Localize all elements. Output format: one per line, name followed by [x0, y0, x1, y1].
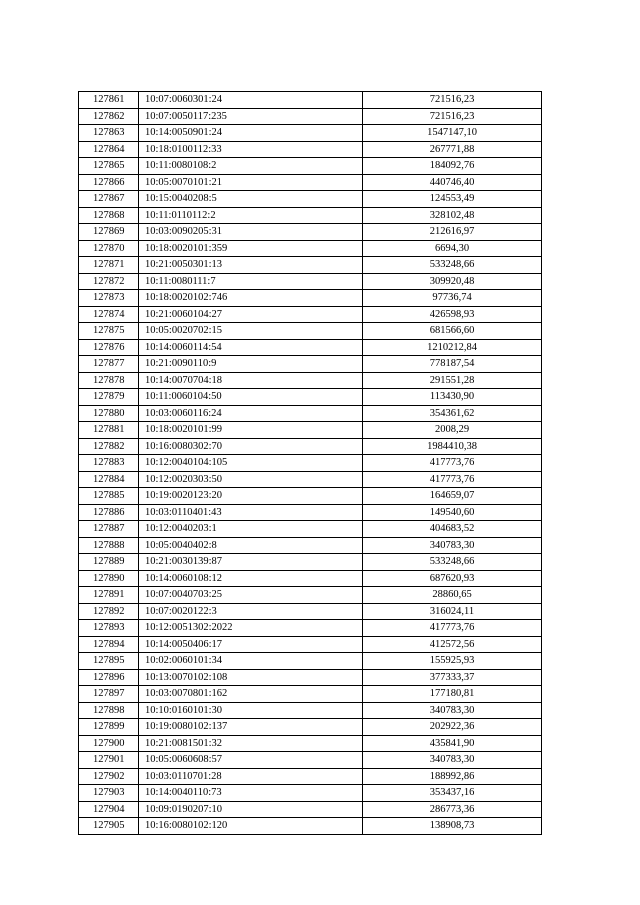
cadastral-number-cell: 10:14:0040110:73	[139, 785, 363, 802]
row-id-cell: 127876	[79, 339, 139, 356]
row-id-cell: 127882	[79, 438, 139, 455]
amount-cell: 340783,30	[363, 537, 542, 554]
table-row	[79, 719, 542, 736]
row-id-cell: 127887	[79, 521, 139, 538]
row-id-cell: 127901	[79, 752, 139, 769]
cadastral-number-cell: 10:15:0040208:5	[139, 191, 363, 208]
cadastral-number-cell: 10:14:0050901:24	[139, 125, 363, 142]
table-row	[79, 422, 542, 439]
amount-cell: 138908,73	[363, 818, 542, 835]
table-row	[79, 587, 542, 604]
cadastral-number-cell: 10:21:0060104:27	[139, 306, 363, 323]
row-id-cell: 127862	[79, 108, 139, 125]
table-row	[79, 240, 542, 257]
cadastral-number-cell: 10:21:0081501:32	[139, 735, 363, 752]
cadastral-number-cell: 10:19:0020123:20	[139, 488, 363, 505]
cadastral-number-cell: 10:12:0040104:105	[139, 455, 363, 472]
cadastral-number-cell: 10:11:0080111:7	[139, 273, 363, 290]
cadastral-number-cell: 10:12:0020303:50	[139, 471, 363, 488]
cadastral-number-cell: 10:21:0090110:9	[139, 356, 363, 373]
table-row	[79, 141, 542, 158]
row-id-cell: 127895	[79, 653, 139, 670]
table-row	[79, 504, 542, 521]
row-id-cell: 127871	[79, 257, 139, 274]
cadastral-number-cell: 10:07:0060301:24	[139, 92, 363, 109]
amount-cell: 412572,56	[363, 636, 542, 653]
row-id-cell: 127891	[79, 587, 139, 604]
amount-cell: 440746,40	[363, 174, 542, 191]
row-id-cell: 127872	[79, 273, 139, 290]
row-id-cell: 127867	[79, 191, 139, 208]
table-row	[79, 554, 542, 571]
cadastral-number-cell: 10:05:0020702:15	[139, 323, 363, 340]
table-row	[79, 92, 542, 109]
amount-cell: 184092,76	[363, 158, 542, 175]
table-row	[79, 174, 542, 191]
amount-cell: 1547147,10	[363, 125, 542, 142]
table-row	[79, 653, 542, 670]
table-row	[79, 158, 542, 175]
cadastral-number-cell: 10:09:0190207:10	[139, 801, 363, 818]
row-id-cell: 127904	[79, 801, 139, 818]
table-row	[79, 702, 542, 719]
cadastral-number-cell: 10:14:0060114:54	[139, 339, 363, 356]
row-id-cell: 127870	[79, 240, 139, 257]
amount-cell: 354361,62	[363, 405, 542, 422]
table-row	[79, 768, 542, 785]
amount-cell: 316024,11	[363, 603, 542, 620]
amount-cell: 6694,30	[363, 240, 542, 257]
amount-cell: 2008,29	[363, 422, 542, 439]
table-row	[79, 818, 542, 835]
table-row	[79, 191, 542, 208]
cadastral-number-cell: 10:05:0070101:21	[139, 174, 363, 191]
table-row	[79, 323, 542, 340]
cadastral-number-cell: 10:03:0090205:31	[139, 224, 363, 241]
amount-cell: 721516,23	[363, 92, 542, 109]
row-id-cell: 127893	[79, 620, 139, 637]
amount-cell: 417773,76	[363, 455, 542, 472]
amount-cell: 426598,93	[363, 306, 542, 323]
cadastral-number-cell: 10:12:0051302:2022	[139, 620, 363, 637]
amount-cell: 681566,60	[363, 323, 542, 340]
amount-cell: 113430,90	[363, 389, 542, 406]
amount-cell: 340783,30	[363, 702, 542, 719]
table-row	[79, 438, 542, 455]
row-id-cell: 127866	[79, 174, 139, 191]
amount-cell: 533248,66	[363, 554, 542, 571]
amount-cell: 124553,49	[363, 191, 542, 208]
row-id-cell: 127902	[79, 768, 139, 785]
row-id-cell: 127886	[79, 504, 139, 521]
table-row	[79, 339, 542, 356]
row-id-cell: 127890	[79, 570, 139, 587]
amount-cell: 309920,48	[363, 273, 542, 290]
cadastral-number-cell: 10:03:0060116:24	[139, 405, 363, 422]
table-row	[79, 537, 542, 554]
row-id-cell: 127869	[79, 224, 139, 241]
table-row	[79, 372, 542, 389]
row-id-cell: 127900	[79, 735, 139, 752]
cadastral-number-cell: 10:07:0050117:235	[139, 108, 363, 125]
cadastral-number-cell: 10:21:0050301:13	[139, 257, 363, 274]
amount-cell: 435841,90	[363, 735, 542, 752]
cadastral-number-cell: 10:18:0020101:99	[139, 422, 363, 439]
amount-cell: 164659,07	[363, 488, 542, 505]
cadastral-number-cell: 10:05:0040402:8	[139, 537, 363, 554]
cadastral-number-cell: 10:12:0040203:1	[139, 521, 363, 538]
table-row	[79, 636, 542, 653]
table-row	[79, 471, 542, 488]
amount-cell: 291551,28	[363, 372, 542, 389]
row-id-cell: 127864	[79, 141, 139, 158]
amount-cell: 286773,36	[363, 801, 542, 818]
amount-cell: 377333,37	[363, 669, 542, 686]
table-row	[79, 669, 542, 686]
cadastral-number-cell: 10:18:0020101:359	[139, 240, 363, 257]
table-row	[79, 455, 542, 472]
row-id-cell: 127878	[79, 372, 139, 389]
row-id-cell: 127863	[79, 125, 139, 142]
table-row	[79, 125, 542, 142]
table-row	[79, 108, 542, 125]
row-id-cell: 127894	[79, 636, 139, 653]
table-row	[79, 207, 542, 224]
table-row	[79, 224, 542, 241]
amount-cell: 328102,48	[363, 207, 542, 224]
cadastral-number-cell: 10:18:0020102:746	[139, 290, 363, 307]
table-row	[79, 273, 542, 290]
table-row	[79, 570, 542, 587]
row-id-cell: 127873	[79, 290, 139, 307]
amount-cell: 1984410,38	[363, 438, 542, 455]
table-row	[79, 389, 542, 406]
table-row	[79, 603, 542, 620]
row-id-cell: 127880	[79, 405, 139, 422]
amount-cell: 149540,60	[363, 504, 542, 521]
amount-cell: 155925,93	[363, 653, 542, 670]
amount-cell: 533248,66	[363, 257, 542, 274]
row-id-cell: 127879	[79, 389, 139, 406]
cadastral-number-cell: 10:14:0070704:18	[139, 372, 363, 389]
table-row	[79, 620, 542, 637]
row-id-cell: 127861	[79, 92, 139, 109]
cadastral-number-cell: 10:18:0100112:33	[139, 141, 363, 158]
amount-cell: 28860,65	[363, 587, 542, 604]
row-id-cell: 127905	[79, 818, 139, 835]
table-row	[79, 735, 542, 752]
cadastral-number-cell: 10:07:0020122:3	[139, 603, 363, 620]
amount-cell: 778187,54	[363, 356, 542, 373]
table-row	[79, 801, 542, 818]
cadastral-number-cell: 10:11:0060104:50	[139, 389, 363, 406]
cadastral-number-cell: 10:07:0040703:25	[139, 587, 363, 604]
row-id-cell: 127865	[79, 158, 139, 175]
amount-cell: 97736,74	[363, 290, 542, 307]
amount-cell: 202922,36	[363, 719, 542, 736]
row-id-cell: 127868	[79, 207, 139, 224]
row-id-cell: 127892	[79, 603, 139, 620]
amount-cell: 687620,93	[363, 570, 542, 587]
table-row	[79, 356, 542, 373]
amount-cell: 212616,97	[363, 224, 542, 241]
cadastral-number-cell: 10:11:0080108:2	[139, 158, 363, 175]
cadastral-number-cell: 10:16:0080302:70	[139, 438, 363, 455]
row-id-cell: 127885	[79, 488, 139, 505]
row-id-cell: 127883	[79, 455, 139, 472]
row-id-cell: 127897	[79, 686, 139, 703]
amount-cell: 340783,30	[363, 752, 542, 769]
cadastral-number-cell: 10:05:0060608:57	[139, 752, 363, 769]
cadastral-number-cell: 10:19:0080102:137	[139, 719, 363, 736]
cadastral-number-cell: 10:03:0110401:43	[139, 504, 363, 521]
cadastral-number-cell: 10:16:0080102:120	[139, 818, 363, 835]
row-id-cell: 127899	[79, 719, 139, 736]
cadastral-number-cell: 10:03:0070801:162	[139, 686, 363, 703]
amount-cell: 721516,23	[363, 108, 542, 125]
row-id-cell: 127889	[79, 554, 139, 571]
cadastral-number-cell: 10:11:0110112:2	[139, 207, 363, 224]
amount-cell: 1210212,84	[363, 339, 542, 356]
cadastral-number-cell: 10:03:0110701:28	[139, 768, 363, 785]
amount-cell: 267771,88	[363, 141, 542, 158]
row-id-cell: 127903	[79, 785, 139, 802]
row-id-cell: 127884	[79, 471, 139, 488]
row-id-cell: 127881	[79, 422, 139, 439]
table-row	[79, 290, 542, 307]
table-row	[79, 752, 542, 769]
table-body	[79, 92, 542, 835]
amount-cell: 417773,76	[363, 471, 542, 488]
cadastral-number-cell: 10:21:0030139:87	[139, 554, 363, 571]
cadastral-number-cell: 10:13:0070102:108	[139, 669, 363, 686]
table-row	[79, 785, 542, 802]
amount-cell: 404683,52	[363, 521, 542, 538]
row-id-cell: 127874	[79, 306, 139, 323]
amount-cell: 177180,81	[363, 686, 542, 703]
table-row	[79, 488, 542, 505]
amount-cell: 417773,76	[363, 620, 542, 637]
cadastral-number-cell: 10:14:0050406:17	[139, 636, 363, 653]
table-row	[79, 521, 542, 538]
table-row	[79, 306, 542, 323]
cadastral-number-cell: 10:14:0060108:12	[139, 570, 363, 587]
row-id-cell: 127898	[79, 702, 139, 719]
row-id-cell: 127875	[79, 323, 139, 340]
table-row	[79, 405, 542, 422]
data-table	[78, 91, 542, 835]
row-id-cell: 127888	[79, 537, 139, 554]
row-id-cell: 127896	[79, 669, 139, 686]
amount-cell: 188992,86	[363, 768, 542, 785]
cadastral-number-cell: 10:02:0060101:34	[139, 653, 363, 670]
cadastral-number-cell: 10:10:0160101:30	[139, 702, 363, 719]
table-row	[79, 257, 542, 274]
table-row	[79, 686, 542, 703]
row-id-cell: 127877	[79, 356, 139, 373]
amount-cell: 353437,16	[363, 785, 542, 802]
